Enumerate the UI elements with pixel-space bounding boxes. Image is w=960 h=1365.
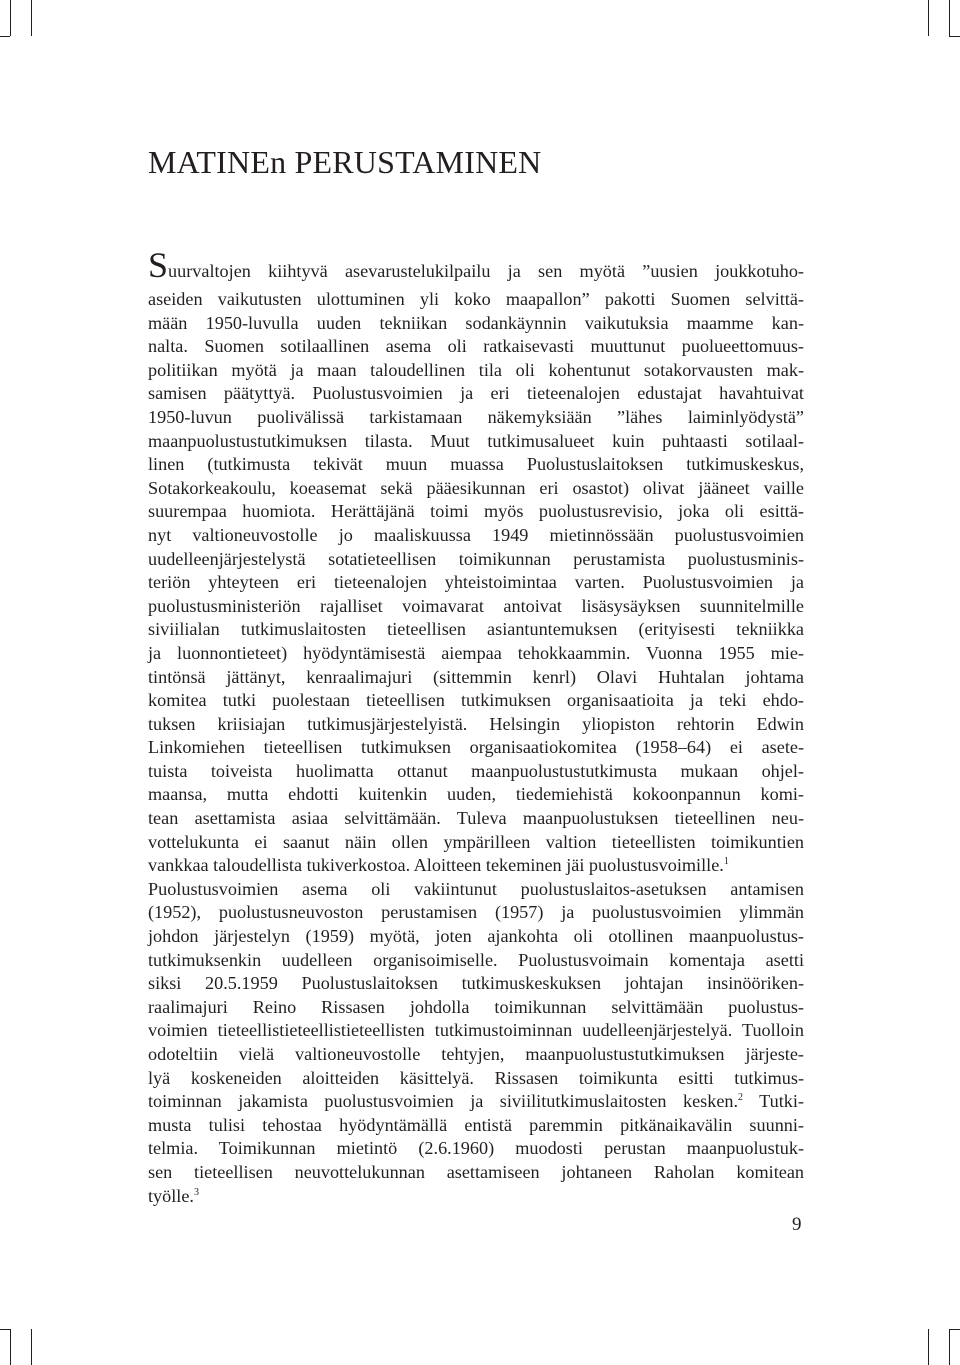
- text-line: uudelleenjärjestelystä sotatieteellisen toimikunnan perustamista puolustusminis-: [148, 548, 804, 569]
- page-number: 9: [792, 1214, 802, 1235]
- line-text: Tutki-: [743, 1091, 804, 1112]
- text-line: musta tulisi tehostaa hyödyntämällä entistä paremmin pitkänaikavälin suunni-: [148, 1114, 804, 1135]
- text-line: Puolustusvoimien asema oli vakiintunut puolustuslaitos-asetuksen antamisen: [148, 878, 804, 899]
- footnote-ref: 3: [193, 1186, 199, 1198]
- line-text: toiminnan jakamista puolustusvoimien ja siviilitutkimuslaitosten kesken.: [148, 1091, 739, 1112]
- crop-mark: [949, 1329, 960, 1330]
- text-line: [148, 1185, 804, 1209]
- text-line: vottelukunta ei saanut näin ollen ympärilleen valtion tieteellisten toimikuntien: [148, 831, 804, 852]
- text-line: [148, 245, 804, 288]
- text-line: Sotakorkeakoulu, koeasemat sekä pääesikunnan eri osastot) olivat jääneet vaille: [148, 477, 804, 498]
- text-line: samisen päätyttyä. Puolustusvoimien ja eri tieteenalojen edustajat havahtuivat: [148, 383, 804, 404]
- crop-mark: [0, 1329, 10, 1330]
- text-line: tintönsä jättänyt, kenraalimajuri (sittemmin kenrl) Olavi Huhtalan johtama: [148, 666, 804, 687]
- page-title: MATINEn PERUSTAMINEN: [148, 144, 542, 180]
- text-line: maanpuolustustutkimuksen tilasta. Muut tutkimusalueet kuin puhtaasti sotilaal-: [148, 430, 804, 451]
- text-line: 1950-luvun puolivälissä tarkistamaan näkemyksiään ”lähes laiminlyödystä”: [148, 406, 804, 427]
- text-line: nalta. Suomen sotilaallinen asema oli ratkaisevasti muuttunut puolueettomuus-: [148, 336, 804, 357]
- text-line: teriön yhteyteen eri tieteenalojen yhteistoimintaa varten. Puolustusvoimien ja: [148, 572, 804, 593]
- text-line: raalimajuri Reino Rissasen johdolla toimikunnan selvittämään puolustus-: [148, 996, 804, 1017]
- crop-mark: [949, 0, 950, 36]
- text-line: mään 1950-luvulla uuden tekniikan sodankäynnin vaikutuksia maamme kan-: [148, 312, 804, 333]
- crop-mark: [949, 36, 960, 37]
- crop-mark: [10, 1329, 11, 1365]
- text-line: tuksen kriisiajan tutkimusjärjestelyistä. Helsingin yliopiston rehtorin Edwin: [148, 713, 804, 734]
- text-line: tuista toiveista huolimatta ottanut maanpuolustustutkimusta mukaan ohjel-: [148, 760, 804, 781]
- crop-mark: [31, 0, 32, 36]
- text-line: linen (tutkimusta tekivät muun muassa Puolustuslaitoksen tutkimuskeskus,: [148, 454, 804, 475]
- crop-mark: [31, 1329, 32, 1365]
- text-line: puolustusministeriön rajalliset voimavarat antoivat lisäsysäyksen suunnitelmille: [148, 595, 804, 616]
- text-line: sen tieteellisen neuvottelukunnan asettamiseen johtaneen Raholan komitean: [148, 1161, 804, 1182]
- text-line: siviilialan tutkimuslaitosten tieteellisen asiantuntemuksen (erityisesti tekniikka: [148, 619, 804, 640]
- text-line: voimien tieteellistieteellistieteellisten tutkimustoiminnan uudelleenjärjestelyä. Tuolloin: [148, 1020, 804, 1041]
- footnote-ref: 1: [723, 856, 729, 868]
- text-line: tean asettamista asiaa selvittämään. Tuleva maanpuolustuksen tieteellinen neu-: [148, 808, 804, 829]
- text-line: [148, 1090, 804, 1114]
- text-line: odoteltiin vielä valtioneuvostolle tehtyjen, maanpuolustustutkimuksen järjeste-: [148, 1044, 804, 1064]
- crop-mark: [949, 1329, 950, 1365]
- drop-cap: S: [148, 245, 169, 285]
- line-text: uurvaltojen kiihtyvä asevarustelukilpailu ja sen myötä ”uusien joukkotuho-: [168, 261, 804, 281]
- crop-mark: [0, 36, 10, 37]
- line-text: työlle.: [148, 1185, 194, 1206]
- text-line: telmia. Toimikunnan mietintö (2.6.1960) muodosti perustan maanpuolustuk-: [148, 1138, 804, 1159]
- text-line: johdon järjestelyn (1959) myötä, joten ajankohta oli otollinen maanpuolustus-: [148, 926, 804, 947]
- crop-mark: [928, 1329, 929, 1365]
- body-text: [148, 245, 804, 1208]
- text-line: nyt valtioneuvostolle jo maaliskuussa 1949 mietinnössään puolustusvoimien: [148, 524, 804, 545]
- text-line: lyä koskeneiden aloitteiden käsittelyä. Rissasen toimikunta esitti tutkimus-: [148, 1067, 804, 1088]
- text-line: aseiden vaikutusten ulottuminen yli koko maapallon” pakotti Suomen selvittä-: [148, 289, 804, 309]
- text-line: (1952), puolustusneuvoston perustamisen (1957) ja puolustusvoimien ylimmän: [148, 902, 804, 923]
- text-line: komitea tutki puolestaan tieteellisen tutkimuksen organisaatioita ja teki ehdo-: [148, 690, 804, 711]
- footnote-ref: 2: [738, 1092, 744, 1104]
- line-text: vankkaa taloudellista tukiverkostoa. Aloitteen tekeminen jäi puolustusvoimille.: [148, 855, 724, 876]
- text-line: suurempaa huomiota. Herättäjänä toimi myös puolustusrevisio, joka oli esittä-: [148, 501, 804, 522]
- paragraph-1: [148, 245, 804, 878]
- text-line: Linkomiehen tieteellisen tutkimuksen organisaatiokomitea (1958–64) ei asete-: [148, 737, 804, 758]
- crop-mark: [10, 0, 11, 36]
- text-line: tutkimuksenkin uudelleen organisoimiselle. Puolustusvoimain komentaja asetti: [148, 949, 804, 970]
- text-line: ja luonnontieteet) hyödyntämisestä aiempaa tehokkaammin. Vuonna 1955 mie-: [148, 642, 804, 663]
- crop-mark: [928, 0, 929, 36]
- text-line: [148, 854, 804, 878]
- text-line: siksi 20.5.1959 Puolustuslaitoksen tutkimuskeskuksen johtajan insinööriken-: [148, 973, 804, 994]
- paragraph-2: [148, 878, 804, 1208]
- text-line: politiikan myötä ja maan taloudellinen tila oli kohentunut sotakorvausten mak-: [148, 359, 804, 380]
- text-line: maansa, mutta ehdotti kuitenkin uuden, tiedemiehistä kokoonpannun komi-: [148, 784, 804, 805]
